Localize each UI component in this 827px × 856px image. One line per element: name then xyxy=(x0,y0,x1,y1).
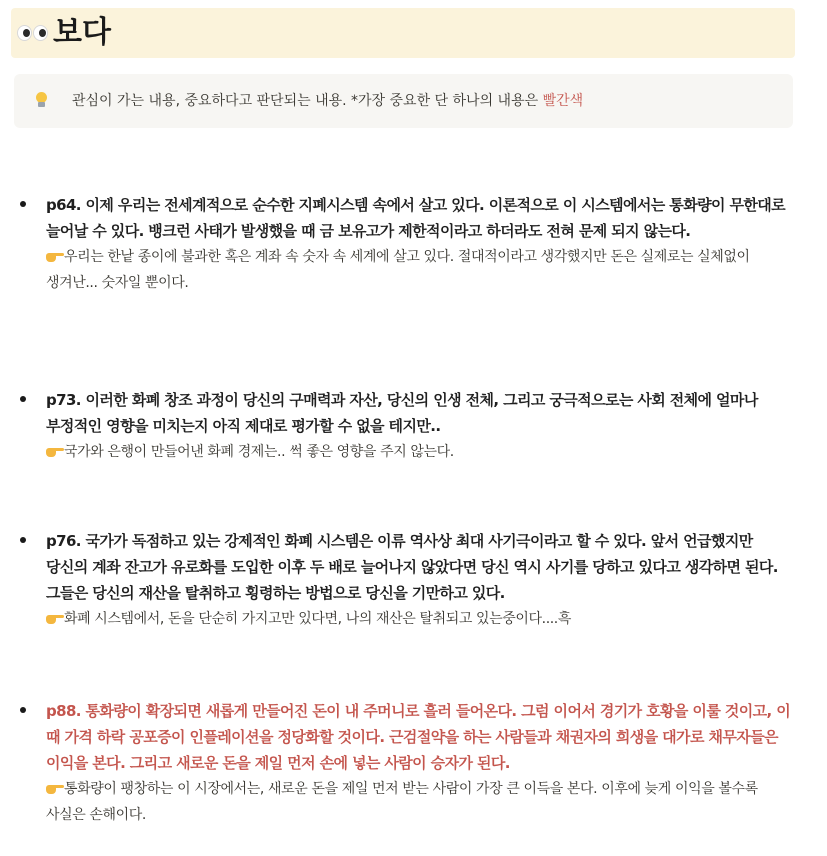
comment-text xyxy=(46,244,798,296)
bullet-icon xyxy=(20,201,26,207)
comment-body: 우리는 한낱 종이에 불과한 혹은 계좌 속 숫자 속 세계에 살고 있다. 절대적이라고 생각했지만 돈은 실제로는 실체없이 생겨난... 숫자일 뿐이다. xyxy=(46,249,750,291)
bullet-icon xyxy=(20,707,26,713)
pointing-hand-icon xyxy=(46,782,64,794)
page-heading xyxy=(11,8,795,58)
callout-text xyxy=(72,91,583,111)
comment-body: 국가와 은행이 만들어낸 화폐 경제는.. 썩 좋은 영향을 주지 않는다. xyxy=(64,444,454,460)
quote-text-highlighted: p88. 통화량이 확장되면 새롭게 만들어진 돈이 내 주머니로 흘러 들어온다. 그럼 이어서 경기가 호황을 이룰 것이고, 이 때 가격 하락 공포증이 인플레이션을 정당화할 것이다. 근검절약을 하는 사람들과 채권자의 희생을 대가로 채무자들은 이익을 본다. 그리고 새로운 돈을 제일 먼저 손에 넣는 사람이 승자가 된다. xyxy=(46,702,791,772)
comment-body: 화폐 시스템에서, 돈을 단순히 가지고만 있다면, 나의 재산은 탈취되고 있는중이다....흑 xyxy=(64,611,571,627)
page-title: 보다 xyxy=(53,15,111,50)
comment-text xyxy=(46,439,798,465)
comment-body: 통화량이 팽창하는 이 시장에서는, 새로운 돈을 제일 먼저 받는 사람이 가장 큰 이득을 본다. 이후에 늦게 이익을 볼수록 사실은 손해이다. xyxy=(46,781,758,823)
callout xyxy=(14,74,793,128)
quote-text: p76. 국가가 독점하고 있는 강제적인 화폐 시스템은 이류 역사상 최대 사기극이라고 할 수 있다. 앞서 언급했지만 당신의 계좌 잔고가 유로화를 도입한 이후 두 배로 늘어나지 않았다면 당신 역시 사기를 당하고 있다고 생각하면 된다. 그들은 당신의 재산을 탈취하고 횡령하는 방법으로 당신을 기만하고 있다. xyxy=(46,532,778,602)
bullet-icon xyxy=(20,537,26,543)
quote-text: p64. 이제 우리는 전세계적으로 순수한 지폐시스템 속에서 살고 있다. 이론적으로 이 시스템에서는 통화량이 무한대로 늘어날 수 있다. 뱅크런 사태가 발생했을 때 금 보유고가 제한적이라고 하더라도 전혀 문제 되지 않는다. xyxy=(46,196,786,240)
pointing-hand-icon xyxy=(46,445,64,457)
comment-text xyxy=(46,606,798,632)
pointing-hand-icon xyxy=(46,612,64,624)
lightbulb-icon xyxy=(34,92,50,110)
eyes-icon xyxy=(17,18,49,48)
pointing-hand-icon xyxy=(46,250,64,262)
callout-description: 관심이 가는 내용, 중요하다고 판단되는 내용. *가장 중요한 단 하나의 내용은 xyxy=(72,93,543,109)
comment-text xyxy=(46,776,798,828)
callout-highlight: 빨간색 xyxy=(542,93,584,109)
quote-text: p73. 이러한 화폐 창조 과정이 당신의 구매력과 자산, 당신의 인생 전체, 그리고 궁극적으로는 사회 전체에 얼마나 부정적인 영향을 미치는지 아직 제대로 평가할 수 없을 테지만.. xyxy=(46,391,758,435)
bullet-icon xyxy=(20,396,26,402)
